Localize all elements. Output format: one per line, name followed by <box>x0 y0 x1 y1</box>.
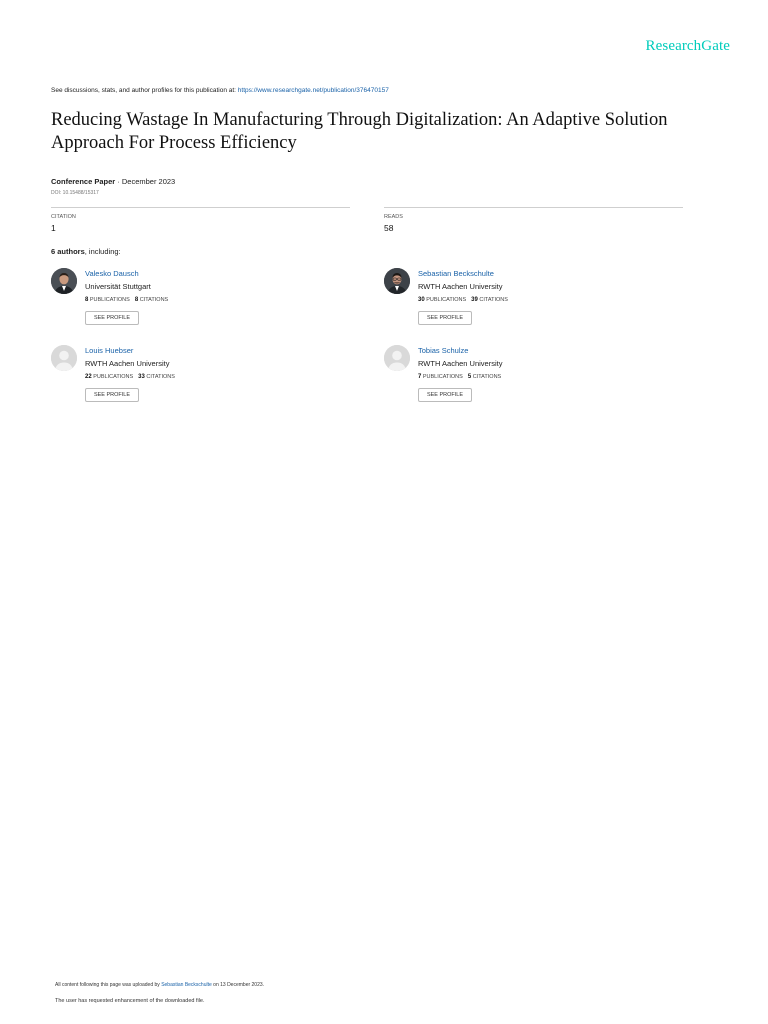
photo-man-glasses-icon[interactable] <box>384 268 410 294</box>
authors-heading <box>51 247 121 256</box>
citation-stat <box>51 207 350 233</box>
publications-count: 7 <box>418 374 422 380</box>
publications-label: PUBLICATIONS <box>89 297 130 303</box>
upload-prefix: All content following this page was uploaded by <box>55 982 162 988</box>
enhancement-note: The user has requested enhancement of the downloaded file. <box>55 998 205 1004</box>
upload-suffix: on 13 December 2023. <box>211 982 265 988</box>
paper-title: Reducing Wastage In Manufacturing Through Digitalization: An Adaptive Solution Approach For Process Efficiency <box>51 110 668 153</box>
photo-man-icon[interactable] <box>51 268 77 294</box>
see-profile-button[interactable]: SEE PROFILE <box>418 311 472 325</box>
publication-link[interactable]: https://www.researchgate.net/publication/376470157 <box>237 87 389 94</box>
author-institution: RWTH Aachen University <box>418 359 503 368</box>
authors-suffix: , including: <box>84 247 121 256</box>
publications-count: 8 <box>85 297 89 303</box>
discussion-notice-text: See discussions, stats, and author profiles for this publication at: <box>51 87 238 94</box>
author-stats <box>418 374 501 380</box>
see-profile-button[interactable]: SEE PROFILE <box>418 388 472 402</box>
paper-date: · December 2023 <box>115 177 176 186</box>
default-user-icon[interactable] <box>384 345 410 371</box>
citations-label: CITATIONS <box>146 374 175 380</box>
author-card <box>384 345 684 415</box>
citations-label: CITATIONS <box>472 374 502 380</box>
author-name[interactable]: Tobias Schulze <box>418 346 469 355</box>
authors-count: 6 authors <box>51 247 85 256</box>
publications-count: 30 <box>418 297 425 303</box>
publications-count: 22 <box>85 374 92 380</box>
citations-count: 8 <box>134 297 139 303</box>
uploader-link[interactable]: Sebastian Beckschulte <box>161 982 212 988</box>
researchgate-logo[interactable]: ResearchGate <box>645 38 730 54</box>
author-card <box>384 268 684 338</box>
paper-type: Conference Paper <box>51 177 116 186</box>
author-institution: RWTH Aachen University <box>418 282 503 291</box>
discussion-notice <box>51 87 389 94</box>
publications-label: PUBLICATIONS <box>93 374 134 380</box>
citations-label: CITATIONS <box>139 297 169 303</box>
citations-count: 39 <box>471 297 478 303</box>
author-name[interactable]: Louis Huebser <box>85 346 134 355</box>
upload-notice <box>55 982 264 988</box>
see-profile-button[interactable]: SEE PROFILE <box>85 388 139 402</box>
publications-label: PUBLICATIONS <box>426 297 467 303</box>
citations-count: 5 <box>467 374 472 380</box>
author-stats <box>85 297 168 303</box>
author-name[interactable]: Sebastian Beckschulte <box>418 269 494 278</box>
author-stats <box>85 374 175 380</box>
paper-doi: DOI: 10.15488/15317 <box>51 190 99 196</box>
reads-stat <box>384 207 683 233</box>
author-card <box>51 268 351 338</box>
author-card <box>51 345 351 415</box>
see-profile-button[interactable]: SEE PROFILE <box>85 311 139 325</box>
author-institution: Universität Stuttgart <box>85 282 151 291</box>
reads-value: 58 <box>384 223 394 233</box>
citation-label: CITATION <box>51 214 76 220</box>
citation-value: 1 <box>51 223 56 233</box>
citations-count: 33 <box>138 374 145 380</box>
paper-meta <box>51 177 175 186</box>
publications-label: PUBLICATIONS <box>422 374 463 380</box>
reads-label: READS <box>384 214 403 220</box>
default-user-icon[interactable] <box>51 345 77 371</box>
author-stats <box>418 297 508 303</box>
citations-label: CITATIONS <box>479 297 508 303</box>
author-institution: RWTH Aachen University <box>85 359 170 368</box>
author-name[interactable]: Valesko Dausch <box>85 269 139 278</box>
